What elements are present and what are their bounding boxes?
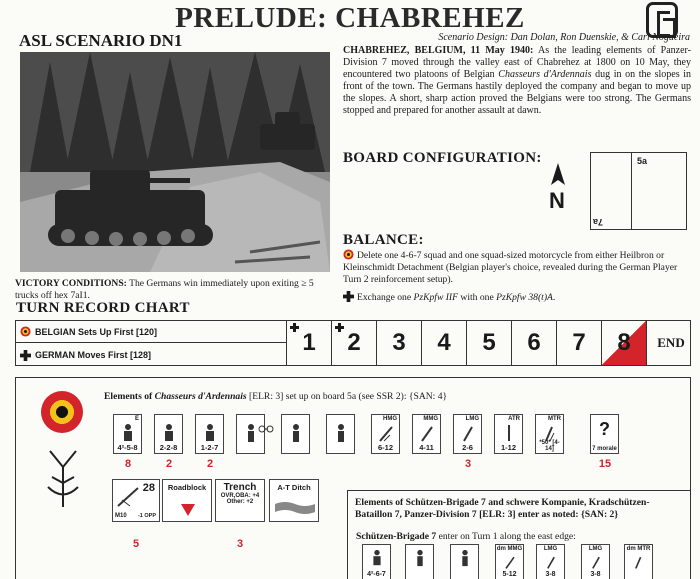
belgian-roundel-icon <box>41 391 83 433</box>
trench-counter[interactable] <box>215 479 265 522</box>
intro-text-1: As the leading elements of Panzer-Division 7 moved through the valley east of Chabrehez at 1800 on 10 May, they encountered two platoons of Belgian <box>343 45 691 80</box>
german-cross-icon <box>20 350 31 361</box>
belgian-setup-label: BELGIAN Sets Up First [120] <box>35 326 158 337</box>
balance-german-text-b: with one <box>458 292 497 303</box>
roadblock-counter[interactable] <box>162 479 212 522</box>
german-reinforcement-icon <box>335 323 344 332</box>
balance-belgian <box>343 249 691 286</box>
concealment-mark: ? <box>599 419 610 439</box>
belgian-oob-text <box>104 391 447 402</box>
belgian-halfsquad-counter[interactable] <box>154 414 183 454</box>
balance-heading: BALANCE: <box>343 232 424 248</box>
board-divider <box>631 153 632 229</box>
counter-strength: *50* [4-14] <box>539 440 560 452</box>
german-cross-icon <box>343 291 354 302</box>
turn-record-heading: TURN RECORD CHART <box>16 300 190 316</box>
turn-number: 2 <box>347 329 361 356</box>
belgian-squad-counter[interactable] <box>113 414 142 454</box>
intro-text-2: dug in on the slopes in front of the town. The Germans hastily deployed the company and began to move up the slopes. A short, sharp action proved the Belgians were too strong. The Germans stopped and prepared for another assault at dawn. <box>343 69 691 116</box>
balance-german-text-c: . <box>552 292 556 303</box>
infantry-icon <box>202 423 218 443</box>
german-move-label: GERMAN Moves First [128] <box>35 350 152 360</box>
historical-introduction <box>343 45 691 117</box>
counter-tag: ATR <box>508 416 520 422</box>
turn-cell-3[interactable] <box>376 321 421 365</box>
roadblock-arrow-icon <box>178 502 198 518</box>
belgian-atr-counter[interactable] <box>494 414 523 454</box>
qty-squads: 8 <box>124 458 132 470</box>
turn-number: 8 <box>617 329 631 356</box>
tank-photo-illustration <box>20 52 330 272</box>
infantry-icon <box>120 423 136 443</box>
counter-tag: LMG <box>465 416 479 422</box>
belgian-concealment-counter[interactable] <box>590 414 619 454</box>
belgian-oob-text-a: Elements of <box>104 391 155 402</box>
counter-tag: HMG <box>383 416 397 422</box>
machine-gun-icon <box>378 423 394 443</box>
intro-dateline: CHABREHEZ, BELGIUM, 11 May 1940: <box>343 45 534 56</box>
north-arrow <box>547 163 569 218</box>
trench-label: Trench <box>223 482 257 493</box>
at-ditch-counter[interactable] <box>269 479 319 522</box>
balance-german-unit-a: PzKpfw IIF <box>413 292 458 303</box>
qty-crews: 2 <box>206 458 214 470</box>
machine-gun-icon <box>588 554 604 570</box>
qty-halfsquads: 2 <box>165 458 173 470</box>
german-leader-counter-2[interactable] <box>450 544 479 579</box>
leader-icon <box>457 549 473 567</box>
turn-number: 5 <box>482 329 496 356</box>
turn-cell-8[interactable] <box>601 321 646 365</box>
gun-opp: -1 OPP <box>137 513 157 519</box>
balance-german-text-a: Exchange one <box>357 292 414 303</box>
counter-tag: dm MMG <box>496 546 523 552</box>
counter-tag: LMG <box>588 546 603 552</box>
board-layout <box>590 152 687 230</box>
victory-conditions <box>15 278 335 301</box>
victory-label: VICTORY CONDITIONS: <box>15 278 127 289</box>
german-mortar-counter[interactable] <box>624 544 653 579</box>
belgian-mmg-counter[interactable] <box>412 414 441 454</box>
north-label: N <box>549 188 565 213</box>
belgian-unit-name: Chasseurs d'Ardennais <box>154 391 247 402</box>
german-mmg-counter[interactable] <box>495 544 524 579</box>
counter-tag: MTR <box>548 416 561 422</box>
trench-line-2: Other: +2 <box>226 499 254 505</box>
counter-strength: 6-12 <box>377 443 393 452</box>
qty-trenches: 3 <box>236 538 244 550</box>
belgian-leader-counter-2[interactable] <box>281 414 310 454</box>
turn-number: 7 <box>572 329 586 356</box>
trench-line-1: OVR,OBA: +4 <box>220 493 260 499</box>
leader-icon <box>288 423 304 443</box>
counter-tag: dm MTR <box>626 546 651 552</box>
turn-number: 6 <box>527 329 541 356</box>
machine-gun-icon <box>460 423 476 443</box>
counter-tag: LMG <box>543 546 558 552</box>
counter-tag: MMG <box>423 416 438 422</box>
belgian-gun-counter[interactable] <box>112 479 160 522</box>
belgian-leader-modifier-counter <box>258 424 274 442</box>
intro-text-italic: Chasseurs d'Ardennais <box>498 69 592 80</box>
german-lmg-counter[interactable] <box>536 544 565 579</box>
roadblock-label: Roadblock <box>167 483 207 492</box>
board-label-7a: 7a <box>593 217 604 227</box>
counter-strength: 1-12 <box>500 443 516 452</box>
german-lmg-counter-2[interactable] <box>581 544 610 579</box>
belgian-setup-row <box>16 321 286 343</box>
anti-tank-rifle-icon <box>501 423 517 443</box>
belgian-crew-counter[interactable] <box>195 414 224 454</box>
counter-tag: E <box>134 416 139 422</box>
counter-strength: 1-2-7 <box>200 443 219 452</box>
scenario-designers: Scenario Design: Dan Dolan, Ron Duenskie, & Carl Nogueira <box>438 32 690 43</box>
counter-strength: 4²-6-7 <box>367 571 386 578</box>
victory-text: The Germans win immediately upon exiting ≥ 5 trucks off hex 7aI1. <box>15 278 314 301</box>
counter-strength: 5-12 <box>502 571 517 578</box>
counter-strength: 3-8 <box>590 571 601 578</box>
qty-concealment: 15 <box>598 458 612 470</box>
belgian-roundel-icon <box>343 249 354 260</box>
scenario-title: PRELUDE: CHABREHEZ <box>175 2 525 34</box>
leader-icon <box>243 423 259 443</box>
board-label-5a: 5a <box>637 156 648 166</box>
german-move-row <box>16 344 286 366</box>
balance-german-unit-b: PzKpfw 38(t)A <box>496 292 553 303</box>
machine-gun-icon <box>419 423 435 443</box>
modifier-icon <box>258 424 274 434</box>
belgian-oob-text-b: [ELR: 3] set up on board 5a (see SSR 2): {SAN: 4} <box>246 391 448 402</box>
turn-cell-6[interactable] <box>511 321 556 365</box>
belgian-roundel-icon <box>20 326 31 337</box>
gun-label: M10 <box>115 513 127 519</box>
tank-photograph <box>20 52 330 272</box>
qty-lmg: 3 <box>464 458 472 470</box>
german-squad-counter[interactable] <box>362 544 391 579</box>
turn-number: 4 <box>437 329 451 356</box>
german-entry-detail: enter on Turn 1 along the east edge: <box>436 531 576 542</box>
infantry-icon <box>369 549 385 567</box>
belgian-leader-counter-3[interactable] <box>326 414 355 454</box>
turn-cell-end[interactable] <box>646 321 695 365</box>
leader-icon <box>333 423 349 443</box>
infantry-icon <box>161 423 177 443</box>
machine-gun-icon <box>502 554 518 570</box>
german-oob-text: Elements of Schützen-Brigade 7 and schwere Kompanie, Kradschützen-Bataillon 7, Panzer-Division 7 [ELR: 3] enter as noted: {SAN: 2} <box>355 497 650 520</box>
balance-german <box>343 291 691 303</box>
balance-belgian-text: Delete one 4-6-7 squad and one squad-sized motorcycle from either Heilbron or Kleinschmidt Detachment (Belgian player's choice, revealed during the German Player Turn 2 reinforcement setup). <box>343 250 678 285</box>
leader-icon <box>412 549 428 567</box>
turn-cell-7[interactable] <box>556 321 601 365</box>
turn-cell-1[interactable] <box>286 321 331 365</box>
turn-cell-2[interactable] <box>331 321 376 365</box>
antitank-gun-icon <box>116 486 140 508</box>
counter-strength: 4²-5-8 <box>117 443 138 452</box>
german-entry-text <box>356 531 576 542</box>
chasseurs-insignia-icon <box>44 447 82 509</box>
gun-value: 28 <box>142 482 155 494</box>
counter-strength: 3-8 <box>545 571 556 578</box>
machine-gun-icon <box>543 554 559 570</box>
mortar-icon <box>631 554 647 570</box>
belgian-lmg-counter[interactable] <box>453 414 482 454</box>
ditch-icon <box>275 498 315 516</box>
board-configuration-heading: BOARD CONFIGURATION: <box>343 150 542 166</box>
belgian-hmg-counter[interactable] <box>371 414 400 454</box>
end-label: END <box>657 335 685 350</box>
turn-record-chart <box>15 320 691 366</box>
german-brigade-name: Schützen-Brigade 7 <box>356 531 437 542</box>
turn-number: 1 <box>302 329 316 356</box>
qty-guns: 5 <box>132 538 140 550</box>
german-reinforcement-icon <box>290 323 299 332</box>
at-ditch-label: A-T Ditch <box>277 483 311 492</box>
counter-strength: 2-6 <box>462 443 473 452</box>
german-leader-counter[interactable] <box>405 544 434 579</box>
turn-cell-5[interactable] <box>466 321 511 365</box>
counter-strength: 2-2-8 <box>159 443 178 452</box>
counter-strength: 4-11 <box>419 443 434 452</box>
turn-number: 3 <box>392 329 406 356</box>
counter-strength: 7 morale <box>592 446 617 452</box>
belgian-mortar-counter[interactable] <box>535 414 564 454</box>
turn-cell-4[interactable] <box>421 321 466 365</box>
scenario-id: ASL SCENARIO DN1 <box>19 31 183 50</box>
